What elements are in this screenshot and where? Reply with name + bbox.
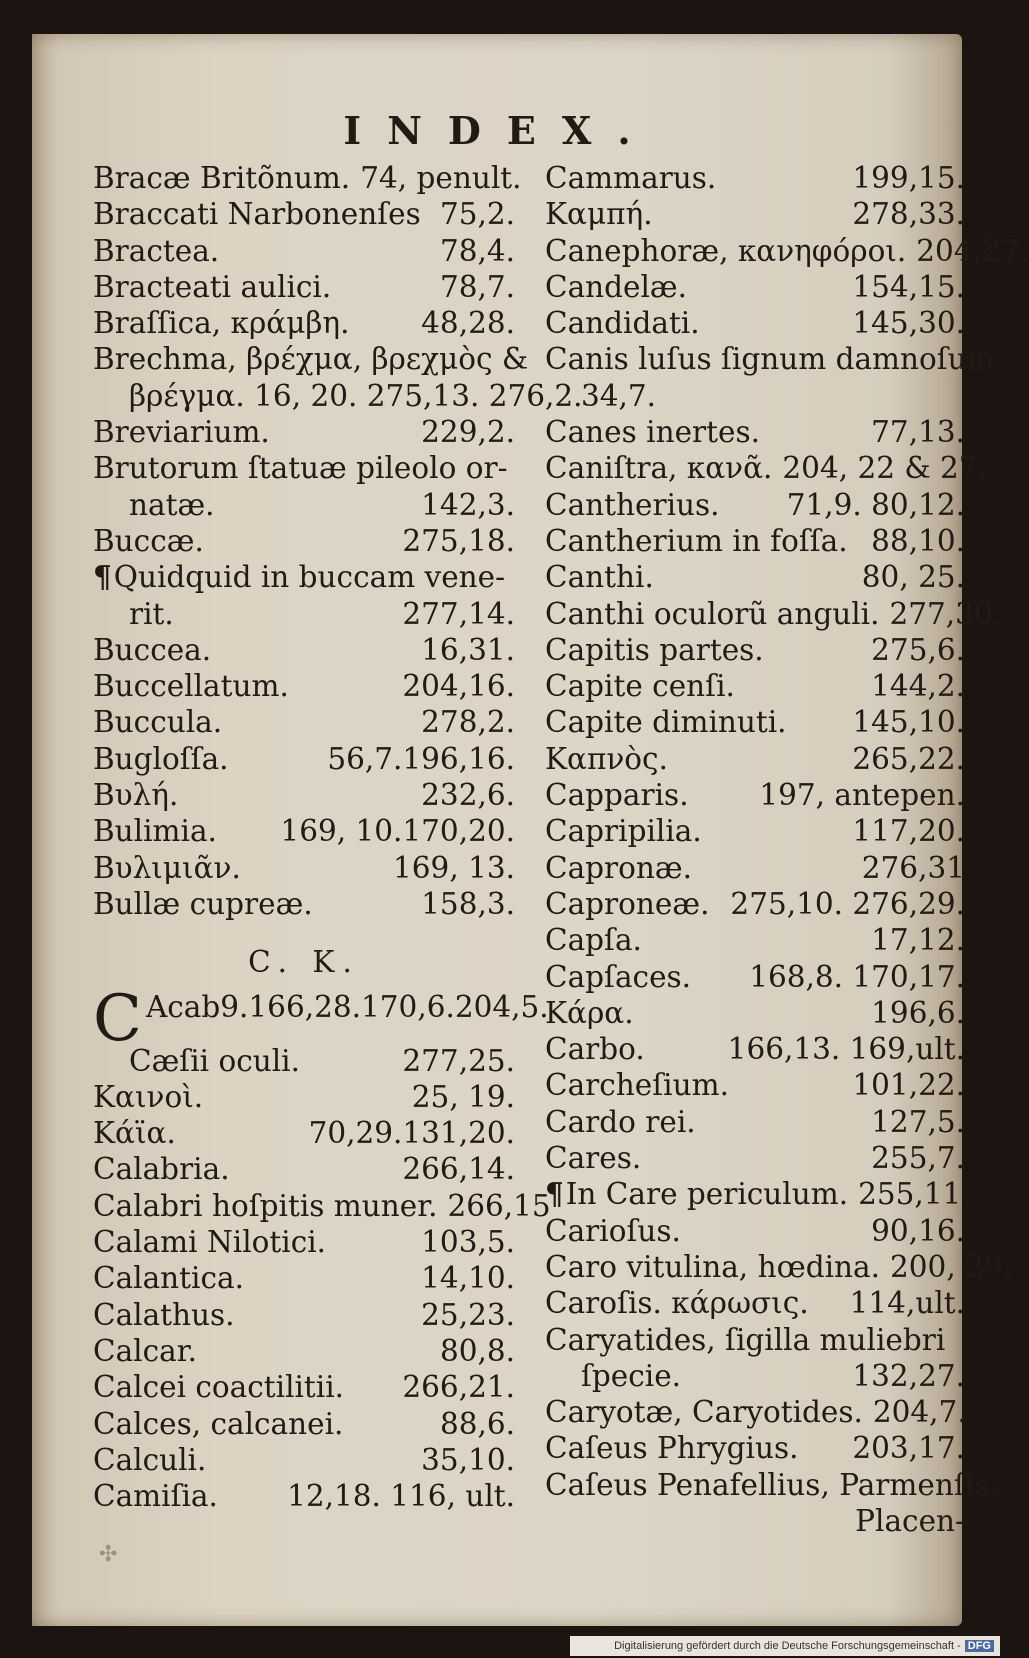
index-term: [93, 1297, 235, 1333]
index-term: [545, 523, 848, 559]
index-entry: [545, 269, 965, 305]
pencil-mark: ✣: [99, 1542, 118, 1567]
index-reference: 266,15: [447, 1188, 551, 1223]
index-term: [93, 1151, 230, 1187]
index-entry: [93, 741, 515, 777]
index-reference: 75,2.: [439, 197, 515, 232]
index-reference: 158,3.: [421, 886, 515, 921]
index-reference: 48,28.: [421, 306, 515, 341]
index-reference: 277,25.: [402, 1043, 515, 1078]
index-reference: 232,6.: [421, 778, 515, 813]
index-reference: 265,22.: [852, 741, 965, 776]
index-term-text: Καινοὶ.: [93, 1079, 204, 1114]
index-term: [93, 523, 204, 559]
index-term-text: Calantica.: [93, 1261, 244, 1296]
index-entry: [93, 668, 515, 704]
index-reference: 90,16.: [871, 1213, 965, 1248]
index-entry: [545, 1322, 965, 1358]
index-term: [93, 1224, 326, 1260]
pilcrow-icon: ¶: [545, 1176, 564, 1212]
index-term-text: Braccati Narbonenſes: [93, 197, 421, 232]
index-reference: 16,31.: [421, 632, 515, 667]
index-term-text: Capparis.: [545, 778, 689, 813]
index-entry: [545, 813, 965, 849]
index-entry: [93, 378, 583, 414]
index-term-text: Κάρα.: [545, 995, 634, 1030]
index-term: [545, 741, 668, 777]
index-term: [545, 995, 634, 1031]
index-entry: [93, 233, 515, 269]
index-reference: 70,29.131,20.: [308, 1116, 515, 1151]
index-term-text: Carcheſium.: [545, 1068, 729, 1103]
index-term-text: Καπνὸς.: [545, 741, 668, 776]
index-term: [93, 704, 222, 740]
index-reference: 204,16.: [402, 669, 515, 704]
index-reference: 169, 10.170,20.: [280, 814, 515, 849]
pilcrow-icon: ¶: [93, 559, 112, 595]
index-term-text: Brutorum ſtatuæ pileolo or-: [93, 451, 508, 486]
index-term-text: Capite cenſi.: [545, 669, 735, 704]
index-term-text: Carioſus.: [545, 1213, 681, 1248]
index-term-text: Quidquid in buccam vene-: [113, 560, 506, 595]
index-term-text: Cæſii oculi.: [129, 1043, 300, 1078]
index-term-text: Caryatides, ſigilla muliebri: [545, 1322, 946, 1357]
index-entry: [93, 196, 515, 232]
index-entry: [93, 341, 529, 377]
index-entry: [545, 886, 965, 922]
index-term: [545, 160, 716, 196]
index-term-text: Breviarium.: [93, 415, 270, 450]
index-term-text: Καμπή.: [545, 197, 653, 232]
index-term-text: Calathus.: [93, 1297, 235, 1332]
index-term: [545, 886, 709, 922]
index-entry: [93, 886, 515, 922]
index-term: [129, 487, 215, 523]
index-term: [93, 450, 508, 486]
index-entry: [545, 959, 965, 995]
dfg-logo: DFG: [965, 1640, 994, 1652]
section-heading: C. K.: [248, 945, 360, 980]
index-term-text: In Care periculum.: [565, 1177, 849, 1212]
index-term: [93, 414, 270, 450]
index-reference: 199,15.: [852, 161, 965, 195]
index-term: [545, 1285, 809, 1321]
index-reference: 255,7.: [871, 1141, 965, 1176]
digitization-footer: [570, 1636, 1000, 1656]
index-reference: 25,23.: [421, 1297, 515, 1332]
index-reference: 145,10.: [852, 705, 965, 740]
index-entry: [93, 1115, 515, 1151]
index-term-text: Buccellatum.: [93, 669, 289, 704]
index-entry: [93, 1478, 515, 1514]
index-term-text: Capſaces.: [545, 959, 692, 994]
index-reference: 278,33.: [852, 197, 965, 232]
index-term-text: Braſſica, κράμβη.: [93, 306, 350, 341]
index-term-text: Capitis partes.: [545, 632, 764, 667]
index-term-text: Brechma, βρέχμα, βρεχμὸς &: [93, 342, 529, 377]
index-entry: [93, 596, 515, 632]
index-term: [545, 559, 654, 595]
index-term: [581, 378, 656, 414]
index-term-text: Caniſtra, κανᾶ.: [545, 451, 773, 486]
index-term: [93, 741, 229, 777]
index-term: [93, 1478, 218, 1514]
index-term: [93, 1442, 206, 1478]
index-term-text: rit.: [129, 596, 174, 631]
index-term-text: Bulimia.: [93, 814, 217, 849]
index-reference: 78,4.: [439, 233, 515, 268]
index-term-text: Calcei coactilitii.: [93, 1370, 345, 1405]
index-reference: 88,10.: [871, 523, 965, 558]
index-reference: 56,7.196,16.: [327, 741, 515, 776]
catchword: Placen-: [855, 1503, 965, 1538]
index-term-text: Carbo.: [545, 1032, 645, 1067]
index-term: [545, 414, 760, 450]
index-entry: [93, 1151, 515, 1187]
index-entry: [93, 1260, 515, 1296]
index-term: [545, 1394, 863, 1430]
index-term-text: Caroſis. κάρωσις.: [545, 1286, 809, 1321]
index-entry: [545, 414, 965, 450]
index-reference: 142,3.: [421, 487, 515, 522]
index-term-text: Buccæ.: [93, 523, 204, 558]
index-term-text: Cantherius.: [545, 487, 720, 522]
index-reference: 132,27.: [852, 1358, 965, 1393]
index-reference: 127,5.: [871, 1104, 965, 1139]
index-reference: 169, 13.: [393, 850, 515, 885]
index-term-text: natæ.: [129, 487, 215, 522]
index-term: [545, 632, 764, 668]
index-term: [545, 922, 642, 958]
index-term-text: 34,7.: [581, 378, 657, 413]
index-term-text: Candidati.: [545, 306, 700, 341]
index-list-c-cont: [545, 160, 1029, 1503]
index-term: [93, 1188, 437, 1224]
index-reference: 275,18.: [402, 523, 515, 558]
index-entry: [545, 1104, 965, 1140]
index-term: [545, 1322, 945, 1358]
index-entry: [545, 632, 965, 668]
index-entry: [545, 160, 965, 196]
index-term: [545, 1031, 645, 1067]
index-entry: [93, 1224, 515, 1260]
index-term: [93, 305, 349, 341]
index-entry: [93, 1297, 515, 1333]
index-reference: 77,13.: [871, 415, 965, 450]
index-term-text: Calces, calcanei.: [93, 1406, 344, 1441]
index-term: [545, 1176, 848, 1212]
index-reference: 229,2.: [421, 415, 515, 450]
index-entry: [545, 1213, 965, 1249]
index-entry: [545, 1031, 965, 1067]
index-term-text: Canes inertes.: [545, 415, 760, 450]
index-term-text: Calculi.: [93, 1442, 207, 1477]
index-reference: 266,14.: [402, 1152, 515, 1187]
index-term-text: Canephoræ, κανηφόροι.: [545, 233, 907, 268]
index-term-text: Βυλή.: [93, 778, 179, 813]
index-term: [93, 233, 219, 269]
index-term: [545, 1067, 729, 1103]
index-term: [93, 850, 241, 886]
index-entry: [93, 1188, 551, 1224]
index-term: [545, 233, 906, 269]
index-reference: 277,14.: [402, 596, 515, 631]
index-reference: 101,22.: [852, 1068, 965, 1103]
index-entry: [93, 523, 515, 559]
index-term-text: Bugloſſa.: [93, 741, 229, 776]
index-entry: [93, 487, 515, 523]
index-term: [93, 813, 217, 849]
index-entry: [545, 233, 1029, 269]
index-term-text: Κάϊα.: [93, 1116, 176, 1151]
index-entry: [93, 777, 515, 813]
index-reference: 168,8. 170,17.: [749, 959, 965, 994]
index-entry: [545, 1467, 999, 1503]
index-reference: 275,10. 276,29.: [730, 886, 965, 921]
index-term: [545, 850, 692, 886]
index-reference: 74, penult.: [360, 161, 522, 195]
index-entry: [93, 1369, 515, 1405]
index-reference: 197, antepen.: [759, 778, 965, 813]
index-term-text: Bullæ cupreæ.: [93, 886, 313, 921]
footer-text: Digitalisierung gefördert durch die Deutsche Forschungsgemeinschaft -: [614, 1640, 961, 1652]
index-term-text: Cammarus.: [545, 161, 717, 195]
index-entry: [93, 704, 515, 740]
index-term-text: Buccula.: [93, 705, 223, 740]
index-term-text: Cantherium in foſſa.: [545, 523, 848, 558]
index-entry: [545, 777, 965, 813]
index-reference: 203,17.: [852, 1431, 965, 1466]
index-term-text: Cares.: [545, 1141, 642, 1176]
index-reference: 25, 19.: [411, 1079, 515, 1114]
index-reference: 277,30.: [889, 596, 1003, 631]
index-entry: [545, 196, 965, 232]
index-entry: [93, 1406, 515, 1442]
index-entry: [545, 487, 965, 523]
index-reference: 204,7.: [872, 1395, 967, 1430]
index-term-text: Βυλιμιᾶν.: [93, 850, 241, 885]
index-reference: 78,7.: [439, 269, 515, 304]
index-reference: 17,12.: [871, 923, 965, 958]
index-entry: [93, 813, 515, 849]
index-term-text: Calcar.: [93, 1333, 197, 1368]
index-term: [93, 1369, 344, 1405]
index-term: [93, 341, 528, 377]
index-term: [545, 269, 687, 305]
index-entry: [545, 1249, 1012, 1285]
index-entry: [545, 559, 965, 595]
index-term-text: Caſeus Phrygius.: [545, 1431, 799, 1466]
index-term-text: Canis luſus ſignum damnoſum: [545, 342, 995, 377]
index-term: [93, 559, 505, 595]
index-term: [545, 196, 653, 232]
index-term: [93, 1260, 244, 1296]
index-term-text: Bracæ Britõnum.: [93, 161, 351, 195]
index-term: Acab9.166,28.170,6.204,5.: [145, 989, 549, 1024]
index-term: [545, 1467, 999, 1503]
index-reference: 266,21.: [402, 1370, 515, 1405]
index-list-c: [93, 1043, 551, 1515]
index-term: [93, 668, 289, 704]
index-reference: 255,11.: [858, 1177, 971, 1212]
index-term: [545, 959, 691, 995]
index-term: [93, 1333, 197, 1369]
index-term-text: Bractea.: [93, 233, 220, 268]
index-term-text: Canthi.: [545, 560, 654, 595]
index-term: [93, 160, 350, 196]
index-reference: 35,10.: [421, 1442, 515, 1477]
index-entry: [93, 269, 515, 305]
index-term: [545, 777, 689, 813]
index-entry: [545, 596, 1003, 632]
index-term: [129, 596, 174, 632]
index-term: [545, 1213, 681, 1249]
index-term: [129, 1043, 300, 1079]
index-reference: 166,13. 169,ult.: [727, 1032, 965, 1067]
index-entry: [545, 305, 965, 341]
index-reference: 103,5.: [421, 1225, 515, 1260]
index-term-text: Calami Nilotici.: [93, 1225, 327, 1260]
index-term: [545, 487, 720, 523]
index-reference: 80,8.: [439, 1333, 515, 1368]
index-term-text: Capite diminuti.: [545, 705, 787, 740]
index-term-text: Caryotæ, Caryotides.: [545, 1395, 863, 1430]
index-entry: [545, 1067, 965, 1103]
index-entry: [545, 922, 965, 958]
index-term: [545, 596, 880, 632]
index-term-text: Buccea.: [93, 632, 212, 667]
index-reference: 71,9. 80,12.: [786, 487, 965, 522]
index-reference: 204,27.: [916, 233, 1029, 268]
index-term-text: Canthi oculorũ anguli.: [545, 596, 880, 631]
index-entry: [93, 1043, 515, 1079]
index-reference: 117,20.: [852, 814, 965, 849]
index-term-text: Caproneæ.: [545, 886, 710, 921]
index-column-right: [545, 160, 1029, 1539]
index-term: [545, 704, 787, 740]
index-entry: [545, 1394, 965, 1430]
index-reference: 88,6.: [439, 1406, 515, 1441]
index-term: [545, 1140, 641, 1176]
index-entry-dropcap: [93, 981, 549, 1056]
index-term-text: Capronæ.: [545, 850, 693, 885]
index-entry: [545, 1285, 965, 1321]
index-reference: 12,18. 116, ult.: [287, 1479, 515, 1514]
index-entry: [545, 1176, 971, 1212]
page-title: INDEX.: [343, 108, 657, 153]
index-term: [545, 1430, 799, 1466]
index-term: [545, 450, 772, 486]
index-entry: [93, 414, 515, 450]
index-entry: [545, 704, 965, 740]
index-term: [93, 269, 331, 305]
index-reference: 80, 25.: [861, 560, 965, 595]
index-entry: [93, 559, 515, 595]
index-reference: 278,2.: [421, 705, 515, 740]
index-term-text: Capſa.: [545, 923, 642, 958]
index-term-text: βρέγμα. 16, 20. 275,13. 276,2.: [129, 378, 583, 413]
index-reference: 154,15.: [852, 269, 965, 304]
index-term: [545, 1249, 880, 1285]
index-entry: [93, 850, 515, 886]
index-term: [129, 378, 583, 414]
index-term: [581, 1358, 681, 1394]
index-reference: 14,10.: [421, 1261, 515, 1296]
index-entry: [545, 341, 995, 377]
index-term-text: Calabria.: [93, 1152, 230, 1187]
index-entry: [93, 1333, 515, 1369]
index-reference: 204, 22 & 27.: [782, 451, 987, 486]
index-reference: 114,ult.: [849, 1286, 965, 1321]
index-term: [93, 632, 211, 668]
index-term-text: Candelæ.: [545, 269, 688, 304]
index-entry: [545, 378, 965, 414]
index-term: [93, 886, 313, 922]
index-reference: 196,6.: [871, 995, 965, 1030]
index-entry: [545, 1430, 965, 1466]
index-term: [545, 813, 702, 849]
index-reference: 145,30.: [852, 306, 965, 341]
index-reference: 144,2.: [871, 669, 965, 704]
index-entry: [93, 1079, 515, 1115]
index-reference: 200, 29.: [890, 1249, 1012, 1284]
index-term-text: Cardo rei.: [545, 1104, 696, 1139]
index-term: [93, 196, 421, 232]
index-list-b: [93, 160, 583, 922]
index-term: [545, 1104, 696, 1140]
index-term: [93, 1406, 343, 1442]
index-term-text: Bracteati aulici.: [93, 269, 332, 304]
index-term: [545, 341, 995, 377]
index-term-text: Capripilia.: [545, 814, 702, 849]
index-entry: [545, 741, 965, 777]
index-entry: [545, 995, 965, 1031]
index-entry: [545, 1140, 965, 1176]
index-term-text: Caro vitulina, hœdina.: [545, 1249, 881, 1284]
index-entry: [93, 632, 515, 668]
index-entry: [93, 450, 515, 486]
index-term: [93, 777, 178, 813]
index-entry: [545, 850, 965, 886]
index-reference: 275,6.: [871, 632, 965, 667]
drop-cap: C: [93, 981, 142, 1056]
index-entry: [93, 305, 515, 341]
index-term: [93, 1079, 203, 1115]
index-entry: [545, 450, 987, 486]
index-entry: [93, 160, 522, 196]
index-entry: [545, 668, 965, 704]
index-term-text: Caſeus Penafellius, Parmenſis.: [545, 1467, 999, 1502]
index-entry: [545, 1358, 965, 1394]
index-term-text: ſpecie.: [581, 1358, 682, 1393]
index-column-left: [93, 160, 583, 1514]
index-entry: [93, 1442, 515, 1478]
index-term: [93, 1115, 176, 1151]
index-term: [545, 305, 700, 341]
index-entry: [545, 523, 965, 559]
index-term-text: Camiſia.: [93, 1479, 218, 1514]
index-term-text: Calabri hoſpitis muner.: [93, 1188, 438, 1223]
index-reference: 276,31: [861, 850, 965, 885]
index-term: [545, 668, 735, 704]
